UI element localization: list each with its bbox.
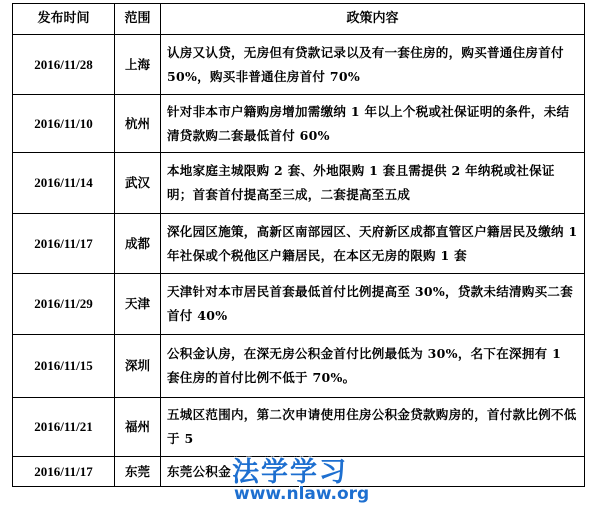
cell-policy: 深化园区施策，高新区南部园区、天府新区成都直管区户籍居民及缴纳 1 年社保或个税他区户籍居民，在本区无房的限购 1 套 xyxy=(161,214,585,274)
table-row xyxy=(13,398,585,457)
watermark-title: 法学学习 xyxy=(232,457,348,488)
cell-policy: 本地家庭主城限购 2 套、外地限购 1 套且需提供 2 年纳税或社保证明；首套首付提高至三成，二套提高至五成 xyxy=(161,153,585,214)
cell-policy: 认房又认贷，无房但有贷款记录以及有一套住房的，购买普通住房首付 50%，购买非普通住房首付 70% xyxy=(161,35,585,95)
policy-table xyxy=(12,3,585,487)
cell-city: 福州 xyxy=(115,398,161,457)
cell-policy: 五城区范围内，第二次申请使用住房公积金贷款购房的，首付款比例不低于 5 xyxy=(161,398,585,457)
cell-city: 武汉 xyxy=(115,153,161,214)
cell-date: 2016/11/17 xyxy=(13,457,115,487)
cell-policy: 针对非本市户籍购房增加需缴纳 1 年以上个税或社保证明的条件，未结清贷款购二套最低首付 60% xyxy=(161,95,585,153)
cell-city: 东莞 xyxy=(115,457,161,487)
table-row xyxy=(13,35,585,95)
cell-city: 上海 xyxy=(115,35,161,95)
table-header-row xyxy=(13,4,585,35)
table-row xyxy=(13,95,585,153)
cell-date: 2016/11/10 xyxy=(13,95,115,153)
header-city: 范围 xyxy=(115,4,161,35)
table-row xyxy=(13,335,585,398)
cell-city: 成都 xyxy=(115,214,161,274)
table-row xyxy=(13,274,585,335)
table-row xyxy=(13,214,585,274)
cell-city: 天津 xyxy=(115,274,161,335)
cell-date: 2016/11/21 xyxy=(13,398,115,457)
cell-date: 2016/11/15 xyxy=(13,335,115,398)
watermark-logo xyxy=(232,450,382,510)
header-date: 发布时间 xyxy=(13,4,115,35)
cell-policy: 公积金认房，在深无房公积金首付比例最低为 30%，名下在深拥有 1 套住房的首付比例不低于 70%。 xyxy=(161,335,585,398)
header-policy: 政策内容 xyxy=(161,4,585,35)
table-row xyxy=(13,153,585,214)
cell-city: 深圳 xyxy=(115,335,161,398)
cell-date: 2016/11/14 xyxy=(13,153,115,214)
cell-policy: 东莞公积金 xyxy=(161,457,585,487)
cell-date: 2016/11/29 xyxy=(13,274,115,335)
watermark-url: www.nlaw.org xyxy=(234,484,370,504)
cell-date: 2016/11/17 xyxy=(13,214,115,274)
cell-policy: 天津针对本市居民首套最低首付比例提高至 30%，贷款未结清购买二套首付 40% xyxy=(161,274,585,335)
cell-date: 2016/11/28 xyxy=(13,35,115,95)
cell-city: 杭州 xyxy=(115,95,161,153)
